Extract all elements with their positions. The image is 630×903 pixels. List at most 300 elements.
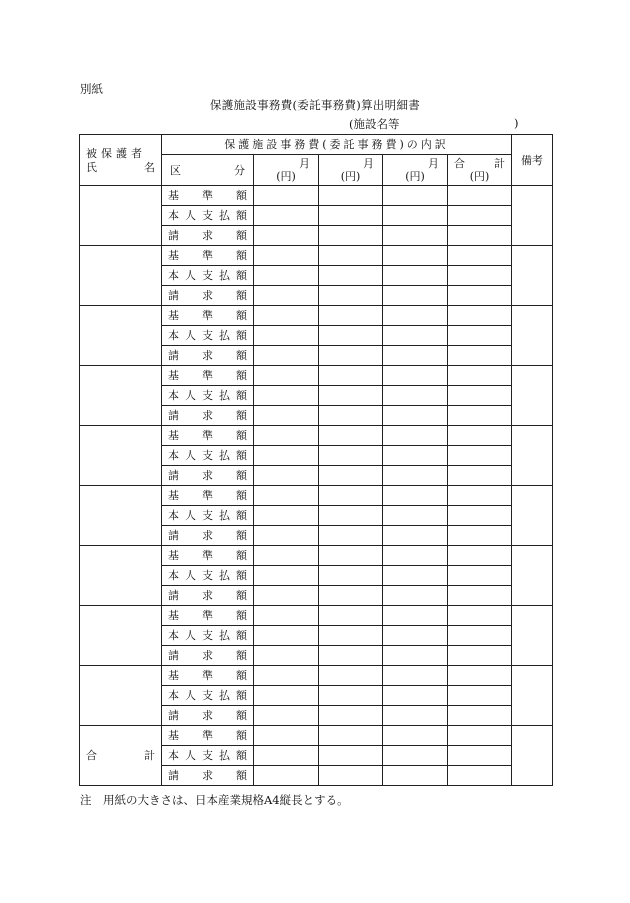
category-char: 払 — [219, 569, 230, 582]
category-char: 準 — [202, 549, 213, 562]
category-char: 求 — [202, 349, 213, 362]
month-2-amount-cell[interactable] — [319, 586, 383, 606]
category-char: 準 — [202, 369, 213, 382]
category-cell — [162, 306, 254, 326]
category-char: 支 — [202, 749, 213, 762]
month-3-amount-cell[interactable] — [383, 366, 448, 386]
month-2-amount-cell[interactable] — [319, 186, 383, 206]
category-cell — [162, 226, 254, 246]
category-char: 額 — [236, 649, 247, 662]
category-char: 額 — [236, 449, 247, 462]
recipient-name-cell[interactable] — [80, 366, 162, 426]
category-char: 額 — [236, 529, 247, 542]
document-title: 保護施設事務費(委託事務費)算出明細書 — [209, 98, 421, 112]
category-char: 支 — [202, 629, 213, 642]
notes-cell[interactable] — [512, 606, 553, 666]
table-row — [80, 606, 553, 626]
category-char: 払 — [219, 749, 230, 762]
notes-cell[interactable] — [512, 366, 553, 426]
notes-cell[interactable] — [512, 726, 553, 786]
total-amount-cell[interactable] — [448, 366, 512, 386]
category-cell — [162, 266, 254, 286]
category-char: 人 — [185, 329, 196, 342]
total-amount-cell[interactable] — [448, 546, 512, 566]
month-1-amount-cell[interactable] — [254, 466, 319, 486]
month-1-amount-cell[interactable] — [254, 646, 319, 666]
month-3-amount-cell[interactable] — [383, 686, 448, 706]
category-char: 求 — [202, 769, 213, 782]
category-char: 本 — [168, 449, 179, 462]
month-3-amount-cell[interactable] — [383, 566, 448, 586]
month-2-amount-cell[interactable] — [319, 526, 383, 546]
recipient-name-cell[interactable] — [80, 666, 162, 726]
total-amount-cell[interactable] — [448, 226, 512, 246]
category-char: 準 — [202, 309, 213, 322]
total-amount-cell[interactable] — [448, 526, 512, 546]
month-1-amount-cell[interactable] — [254, 546, 319, 566]
month-2-amount-cell[interactable] — [319, 266, 383, 286]
month-1-amount-cell[interactable] — [254, 246, 319, 266]
month-3-amount-cell[interactable] — [383, 186, 448, 206]
category-char: 額 — [236, 209, 247, 222]
month-1-amount-cell[interactable] — [254, 326, 319, 346]
notes-cell[interactable] — [512, 666, 553, 726]
category-char: 人 — [185, 569, 196, 582]
month-3-label: 月 — [428, 157, 439, 170]
total-unit: (円) — [469, 170, 490, 183]
total-amount-cell[interactable] — [448, 266, 512, 286]
month-3-amount-cell[interactable] — [383, 266, 448, 286]
month-3-amount-cell[interactable] — [383, 326, 448, 346]
category-char: 額 — [236, 389, 247, 402]
month-2-amount-cell[interactable] — [319, 686, 383, 706]
recipient-header-line2 — [86, 162, 161, 173]
category-char: 準 — [202, 249, 213, 262]
month-3-amount-cell[interactable] — [383, 726, 448, 746]
category-char: 額 — [236, 229, 247, 242]
category-char: 額 — [236, 249, 247, 262]
month-3-amount-cell[interactable] — [383, 286, 448, 306]
month-3-amount-cell[interactable] — [383, 406, 448, 426]
month-3-amount-cell[interactable] — [383, 486, 448, 506]
month-2-amount-cell[interactable] — [319, 326, 383, 346]
total-amount-cell[interactable] — [448, 466, 512, 486]
month-3-amount-cell[interactable] — [383, 506, 448, 526]
total-header-go: 合 — [454, 157, 465, 170]
category-char: 額 — [236, 189, 247, 202]
month-1-amount-cell[interactable] — [254, 626, 319, 646]
notes-cell[interactable] — [512, 306, 553, 366]
category-char: 支 — [202, 509, 213, 522]
month-3-amount-cell[interactable] — [383, 666, 448, 686]
recipient-name-cell[interactable] — [80, 426, 162, 486]
total-amount-cell[interactable] — [448, 566, 512, 586]
month-1-amount-cell[interactable] — [254, 506, 319, 526]
category-cell — [162, 426, 254, 446]
category-char: 額 — [236, 769, 247, 782]
category-char: 求 — [202, 469, 213, 482]
category-char: 額 — [236, 309, 247, 322]
category-char: 本 — [168, 329, 179, 342]
month-3-amount-cell[interactable] — [383, 446, 448, 466]
grand-total-char: 合 — [86, 749, 97, 762]
table-row — [80, 246, 553, 266]
category-char: 基 — [168, 309, 179, 322]
category-char: 求 — [202, 529, 213, 542]
month-1-unit: (円) — [276, 170, 296, 183]
total-amount-cell[interactable] — [448, 766, 512, 786]
recipient-header-mei: 名 — [144, 160, 155, 174]
category-char: 本 — [168, 209, 179, 222]
notes-cell[interactable] — [512, 186, 553, 246]
total-amount-cell[interactable] — [448, 646, 512, 666]
month-1-amount-cell[interactable] — [254, 186, 319, 206]
total-amount-cell[interactable] — [448, 586, 512, 606]
month-2-amount-cell[interactable] — [319, 606, 383, 626]
notes-cell[interactable] — [512, 246, 553, 306]
footnote: 注 用紙の大きさは、日本産業規格A4縦長とする。 — [80, 793, 349, 807]
category-char: 求 — [202, 409, 213, 422]
category-char: 支 — [202, 569, 213, 582]
month-2-amount-cell[interactable] — [319, 706, 383, 726]
month-2-unit: (円) — [340, 170, 361, 183]
table-row — [80, 666, 553, 686]
category-char: 額 — [236, 369, 247, 382]
category-header — [162, 155, 254, 186]
table-row — [80, 486, 553, 506]
category-char: 人 — [185, 509, 196, 522]
category-char: 額 — [236, 629, 247, 642]
month-3-amount-cell[interactable] — [383, 706, 448, 726]
expense-detail-table — [79, 134, 553, 786]
category-header-ku: 区 — [170, 163, 181, 177]
category-cell — [162, 446, 254, 466]
total-amount-cell[interactable] — [448, 486, 512, 506]
total-amount-cell[interactable] — [448, 746, 512, 766]
category-char: 基 — [168, 489, 179, 502]
category-char: 額 — [236, 329, 247, 342]
month-1-header — [254, 155, 319, 186]
month-3-amount-cell[interactable] — [383, 386, 448, 406]
category-char: 準 — [202, 489, 213, 502]
category-char: 求 — [202, 649, 213, 662]
month-2-amount-cell[interactable] — [319, 206, 383, 226]
category-cell — [162, 626, 254, 646]
notes-cell[interactable] — [512, 426, 553, 486]
month-1-amount-cell[interactable] — [254, 366, 319, 386]
month-3-amount-cell[interactable] — [383, 766, 448, 786]
category-char: 払 — [219, 389, 230, 402]
table-row — [80, 366, 553, 386]
category-char: 額 — [236, 569, 247, 582]
total-amount-cell[interactable] — [448, 666, 512, 686]
month-2-amount-cell[interactable] — [319, 486, 383, 506]
category-char: 額 — [236, 669, 247, 682]
month-2-amount-cell[interactable] — [319, 506, 383, 526]
category-char: 額 — [236, 749, 247, 762]
category-cell — [162, 286, 254, 306]
category-char: 基 — [168, 609, 179, 622]
category-char: 請 — [168, 349, 179, 362]
month-2-amount-cell[interactable] — [319, 406, 383, 426]
month-1-amount-cell[interactable] — [254, 226, 319, 246]
month-1-amount-cell[interactable] — [254, 266, 319, 286]
category-char: 支 — [202, 269, 213, 282]
month-1-amount-cell[interactable] — [254, 586, 319, 606]
month-1-amount-cell[interactable] — [254, 406, 319, 426]
total-amount-cell[interactable] — [448, 726, 512, 746]
category-char: 人 — [185, 749, 196, 762]
category-cell — [162, 666, 254, 686]
month-3-amount-cell[interactable] — [383, 246, 448, 266]
category-char: 人 — [185, 449, 196, 462]
category-cell — [162, 526, 254, 546]
total-amount-cell[interactable] — [448, 326, 512, 346]
category-char: 支 — [202, 689, 213, 702]
category-cell — [162, 586, 254, 606]
month-3-amount-cell[interactable] — [383, 426, 448, 446]
month-2-header — [319, 155, 383, 186]
month-2-amount-cell[interactable] — [319, 286, 383, 306]
recipient-name-cell[interactable] — [80, 246, 162, 306]
month-2-amount-cell[interactable] — [319, 246, 383, 266]
category-char: 請 — [168, 229, 179, 242]
total-amount-cell[interactable] — [448, 606, 512, 626]
month-1-amount-cell[interactable] — [254, 306, 319, 326]
month-3-unit: (円) — [405, 170, 425, 183]
month-1-amount-cell[interactable] — [254, 666, 319, 686]
category-char: 人 — [185, 209, 196, 222]
category-char: 額 — [236, 589, 247, 602]
month-3-amount-cell[interactable] — [383, 546, 448, 566]
recipient-header-line1: 被保護者 — [86, 146, 146, 160]
notes-header: 備考 — [512, 135, 553, 186]
recipient-name-cell[interactable] — [80, 186, 162, 246]
category-char: 請 — [168, 409, 179, 422]
total-amount-cell[interactable] — [448, 446, 512, 466]
month-2-amount-cell[interactable] — [319, 626, 383, 646]
total-amount-cell[interactable] — [448, 286, 512, 306]
month-2-amount-cell[interactable] — [319, 746, 383, 766]
recipient-name-header — [80, 135, 162, 186]
category-cell — [162, 686, 254, 706]
month-2-amount-cell[interactable] — [319, 346, 383, 366]
category-char: 求 — [202, 229, 213, 242]
month-2-amount-cell[interactable] — [319, 426, 383, 446]
category-char: 額 — [236, 609, 247, 622]
category-char: 払 — [219, 329, 230, 342]
category-char: 請 — [168, 589, 179, 602]
month-1-amount-cell[interactable] — [254, 386, 319, 406]
category-cell — [162, 506, 254, 526]
month-1-amount-cell[interactable] — [254, 566, 319, 586]
category-cell — [162, 326, 254, 346]
category-cell — [162, 546, 254, 566]
category-char: 人 — [185, 269, 196, 282]
category-char: 払 — [219, 269, 230, 282]
month-1-amount-cell[interactable] — [254, 706, 319, 726]
month-1-amount-cell[interactable] — [254, 726, 319, 746]
recipient-name-cell[interactable] — [80, 486, 162, 546]
month-1-amount-cell[interactable] — [254, 286, 319, 306]
month-3-amount-cell[interactable] — [383, 306, 448, 326]
month-2-amount-cell[interactable] — [319, 566, 383, 586]
recipient-name-cell[interactable] — [80, 606, 162, 666]
month-2-label: 月 — [363, 157, 374, 170]
month-2-amount-cell[interactable] — [319, 766, 383, 786]
total-amount-cell[interactable] — [448, 626, 512, 646]
month-1-amount-cell[interactable] — [254, 686, 319, 706]
category-char: 準 — [202, 669, 213, 682]
recipient-header-shi: 氏 — [86, 160, 97, 174]
month-2-amount-cell[interactable] — [319, 466, 383, 486]
month-3-amount-cell[interactable] — [383, 206, 448, 226]
month-2-amount-cell[interactable] — [319, 546, 383, 566]
notes-cell[interactable] — [512, 546, 553, 606]
category-char: 払 — [219, 209, 230, 222]
month-3-amount-cell[interactable] — [383, 626, 448, 646]
category-cell — [162, 406, 254, 426]
month-1-amount-cell[interactable] — [254, 446, 319, 466]
month-2-amount-cell[interactable] — [319, 666, 383, 686]
category-char: 基 — [168, 369, 179, 382]
month-1-amount-cell[interactable] — [254, 426, 319, 446]
category-char: 本 — [168, 689, 179, 702]
total-amount-cell[interactable] — [448, 206, 512, 226]
category-char: 本 — [168, 629, 179, 642]
category-char: 求 — [202, 709, 213, 722]
total-amount-cell[interactable] — [448, 346, 512, 366]
header-row-1 — [80, 135, 553, 155]
month-1-amount-cell[interactable] — [254, 526, 319, 546]
month-3-amount-cell[interactable] — [383, 646, 448, 666]
category-cell — [162, 186, 254, 206]
month-3-header — [383, 155, 448, 186]
category-cell — [162, 206, 254, 226]
category-char: 人 — [185, 629, 196, 642]
table-row — [80, 306, 553, 326]
category-char: 基 — [168, 429, 179, 442]
category-char: 人 — [185, 389, 196, 402]
category-cell — [162, 466, 254, 486]
category-cell — [162, 366, 254, 386]
total-amount-cell[interactable] — [448, 406, 512, 426]
month-3-amount-cell[interactable] — [383, 746, 448, 766]
total-header — [448, 155, 512, 186]
month-2-amount-cell[interactable] — [319, 726, 383, 746]
total-amount-cell[interactable] — [448, 386, 512, 406]
category-header-bun: 分 — [234, 163, 245, 177]
month-3-amount-cell[interactable] — [383, 226, 448, 246]
category-char: 払 — [219, 509, 230, 522]
recipient-name-cell[interactable] — [80, 306, 162, 366]
category-char: 基 — [168, 729, 179, 742]
total-amount-cell[interactable] — [448, 426, 512, 446]
category-char: 額 — [236, 289, 247, 302]
month-1-amount-cell[interactable] — [254, 206, 319, 226]
category-char: 払 — [219, 689, 230, 702]
total-amount-cell[interactable] — [448, 306, 512, 326]
category-char: 額 — [236, 709, 247, 722]
category-char: 額 — [236, 489, 247, 502]
total-amount-cell[interactable] — [448, 686, 512, 706]
recipient-name-cell[interactable] — [80, 546, 162, 606]
total-amount-cell[interactable] — [448, 246, 512, 266]
category-char: 額 — [236, 549, 247, 562]
category-char: 支 — [202, 449, 213, 462]
month-1-amount-cell[interactable] — [254, 746, 319, 766]
facility-name-label: (施設名等 — [349, 117, 400, 131]
category-char: 求 — [202, 289, 213, 302]
month-2-amount-cell[interactable] — [319, 226, 383, 246]
month-1-amount-cell[interactable] — [254, 346, 319, 366]
category-char: 準 — [202, 429, 213, 442]
category-char: 準 — [202, 609, 213, 622]
category-char: 額 — [236, 729, 247, 742]
month-2-amount-cell[interactable] — [319, 306, 383, 326]
category-cell — [162, 646, 254, 666]
category-char: 請 — [168, 649, 179, 662]
month-2-amount-cell[interactable] — [319, 646, 383, 666]
category-char: 支 — [202, 389, 213, 402]
month-2-amount-cell[interactable] — [319, 446, 383, 466]
category-char: 請 — [168, 469, 179, 482]
category-cell — [162, 346, 254, 366]
month-2-amount-cell[interactable] — [319, 366, 383, 386]
category-cell — [162, 766, 254, 786]
category-char: 基 — [168, 249, 179, 262]
month-3-amount-cell[interactable] — [383, 586, 448, 606]
breakdown-header: 保護施設事務費(委託事務費)の内訳 — [162, 135, 512, 155]
category-char: 本 — [168, 569, 179, 582]
month-3-amount-cell[interactable] — [383, 346, 448, 366]
month-3-amount-cell[interactable] — [383, 606, 448, 626]
category-char: 額 — [236, 509, 247, 522]
table-row — [80, 186, 553, 206]
category-char: 本 — [168, 509, 179, 522]
category-cell — [162, 606, 254, 626]
category-char: 基 — [168, 189, 179, 202]
category-cell — [162, 746, 254, 766]
category-cell — [162, 386, 254, 406]
category-cell — [162, 246, 254, 266]
total-header-kei: 計 — [494, 157, 506, 170]
month-1-amount-cell[interactable] — [254, 606, 319, 626]
month-3-amount-cell[interactable] — [383, 526, 448, 546]
total-amount-cell[interactable] — [448, 186, 512, 206]
month-2-amount-cell[interactable] — [319, 386, 383, 406]
category-char: 請 — [168, 289, 179, 302]
category-char: 払 — [219, 629, 230, 642]
category-char: 額 — [236, 269, 247, 282]
table-row — [80, 426, 553, 446]
category-cell — [162, 726, 254, 746]
table-row — [80, 546, 553, 566]
month-1-label: 月 — [299, 157, 310, 170]
month-1-amount-cell[interactable] — [254, 766, 319, 786]
total-amount-cell[interactable] — [448, 706, 512, 726]
category-char: 支 — [202, 209, 213, 222]
month-3-amount-cell[interactable] — [383, 466, 448, 486]
category-char: 準 — [202, 189, 213, 202]
category-cell — [162, 706, 254, 726]
category-char: 請 — [168, 529, 179, 542]
month-1-amount-cell[interactable] — [254, 486, 319, 506]
total-row — [80, 726, 553, 746]
notes-cell[interactable] — [512, 486, 553, 546]
category-char: 請 — [168, 769, 179, 782]
total-amount-cell[interactable] — [448, 506, 512, 526]
